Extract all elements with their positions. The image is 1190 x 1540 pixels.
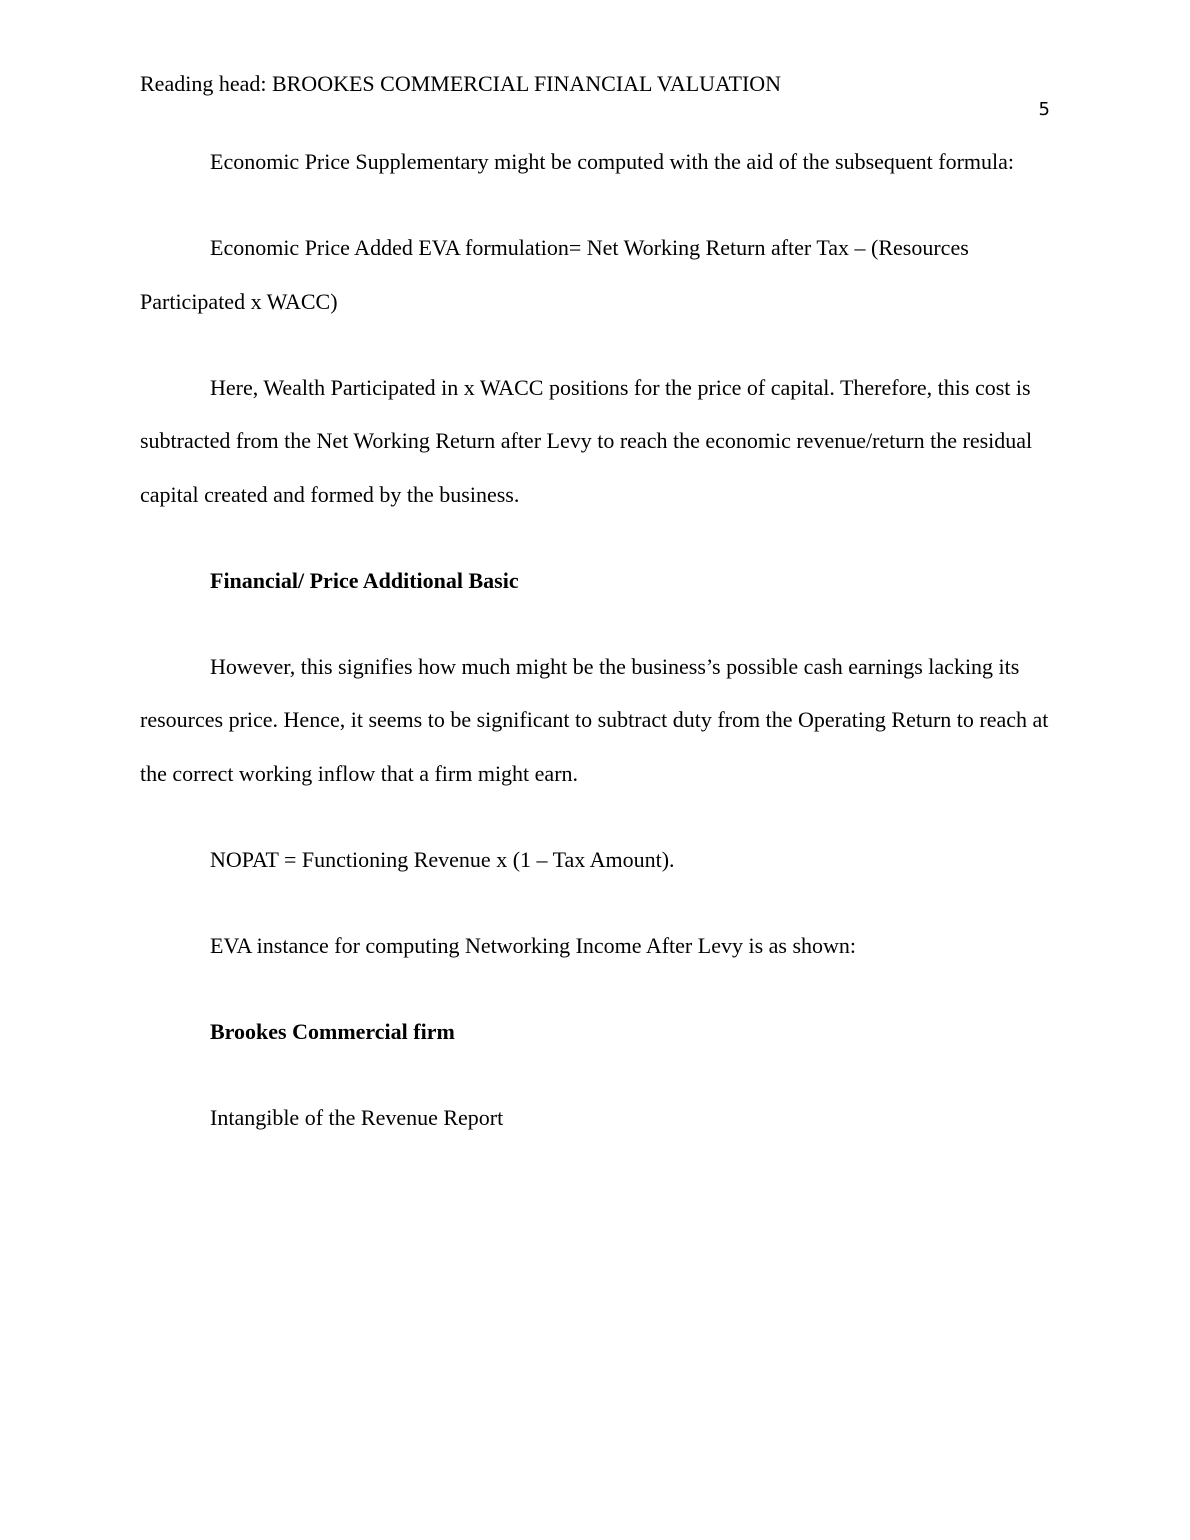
paragraph-wacc-explanation: Here, Wealth Participated in x WACC positions for the price of capital. Therefore, this cost is subtracted from the Net Working Return after Levy to reach the economic revenue/return the residual capital created and formed by the business.	[140, 374, 1033, 507]
document-body	[140, 135, 1050, 1144]
paragraph-revenue-report: Intangible of the Revenue Report	[210, 1104, 504, 1130]
section-heading-financial: Financial/ Price Additional Basic	[210, 567, 519, 593]
paragraph-cash-earnings: However, this signifies how much might be the business’s possible cash earnings lacking its resources price. Hence, it seems to be significant to subtract duty from the Operating Return to reach at the correct working inflow that a firm might earn.	[140, 653, 1049, 786]
paragraph-eva-intro: Economic Price Supplementary might be computed with the aid of the subsequent formula:	[210, 149, 1015, 174]
page-number: 5	[1038, 99, 1050, 120]
paragraph-eva-instance: EVA instance for computing Networking Income After Levy is as shown:	[210, 932, 857, 958]
section-heading-brookes: Brookes Commercial firm	[210, 1018, 455, 1044]
paragraph-nopat-formula: NOPAT = Functioning Revenue x (1 – Tax Amount).	[210, 846, 675, 872]
paragraph-eva-formula: Economic Price Added EVA formulation= Net Working Return after Tax – (Resources Participated x WACC)	[140, 235, 969, 314]
running-head: Reading head: BROOKES COMMERCIAL FINANCIAL VALUATION	[140, 71, 782, 96]
